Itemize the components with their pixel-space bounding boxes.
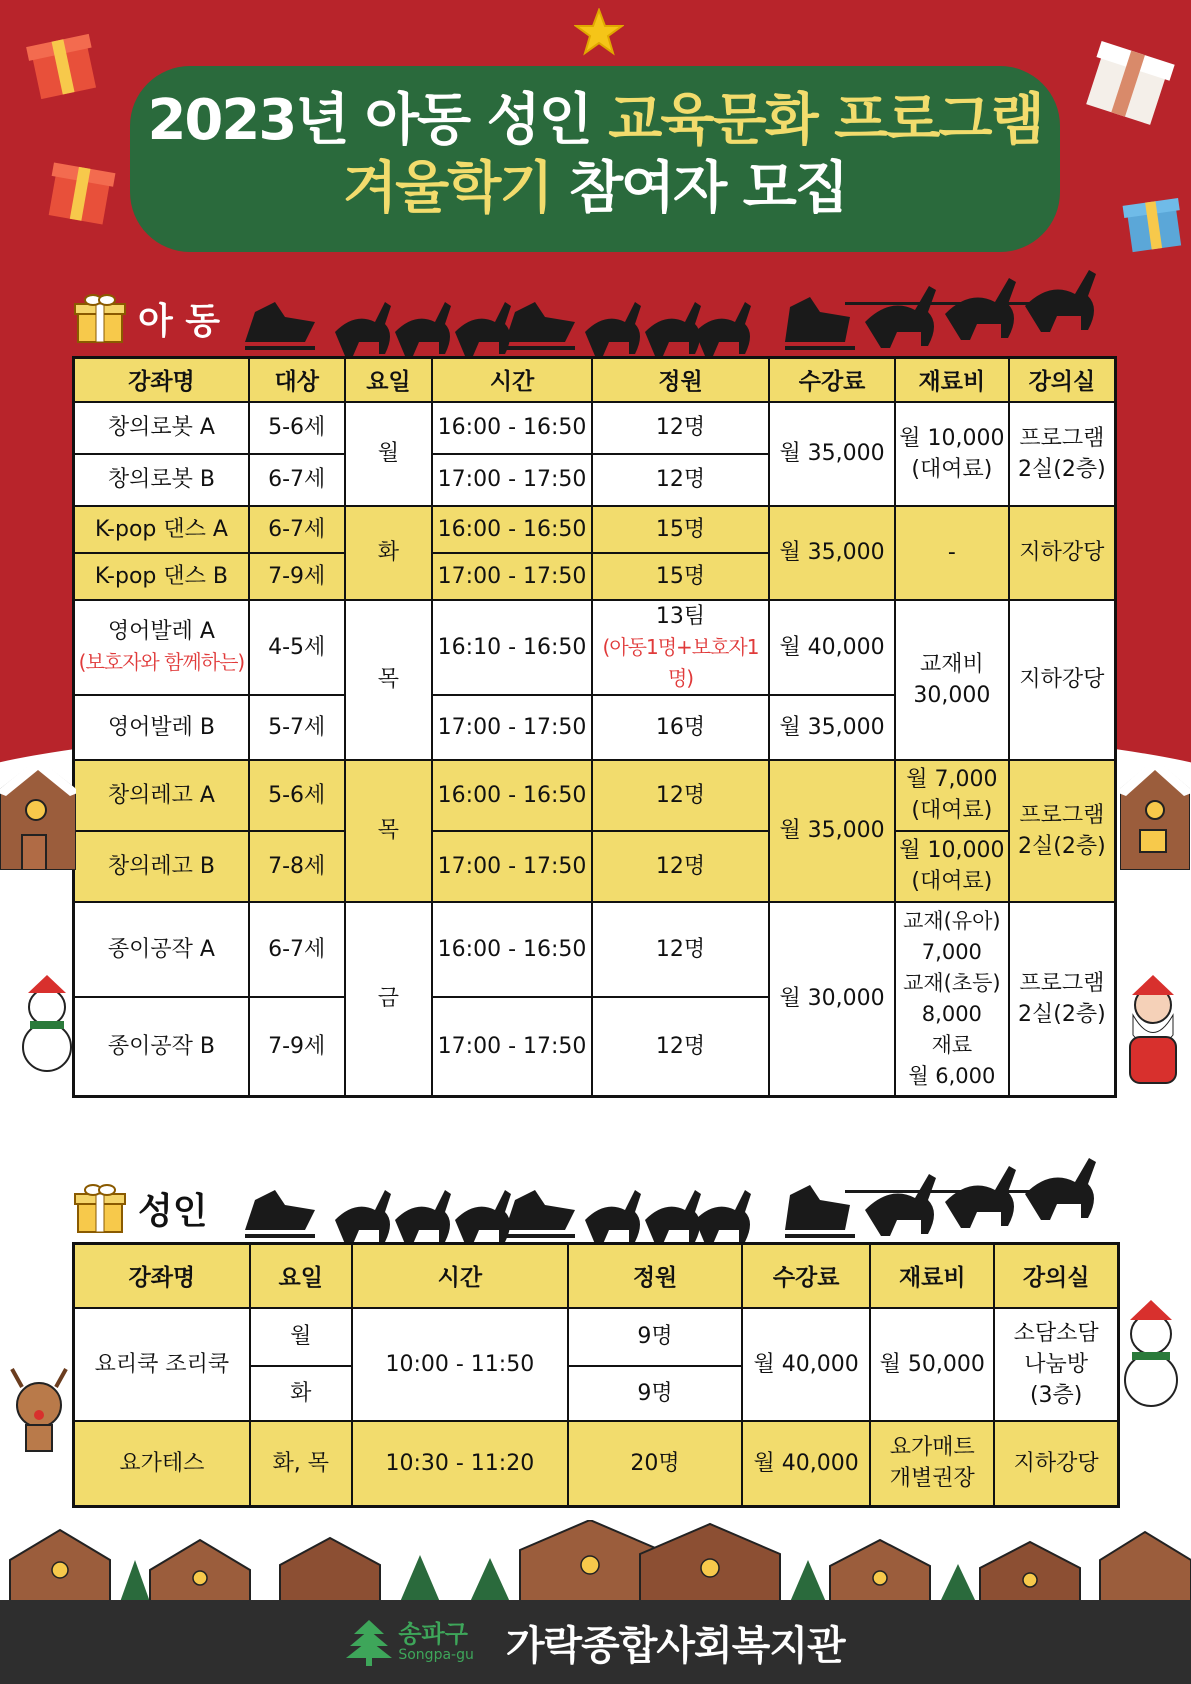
course-room: 소담소담 나눔방 (3층) <box>994 1308 1118 1421</box>
course-time: 17:00 - 17:50 <box>432 997 592 1097</box>
course-day: 화 <box>345 506 433 600</box>
course-target: 6-7세 <box>249 902 345 997</box>
course-room: 지하강당 <box>1009 506 1116 600</box>
course-capacity: 13팀 (아동1명+보호자1명) <box>592 600 769 695</box>
gift-icon <box>72 290 128 346</box>
course-room: 프로그램 2실(2층) <box>1009 902 1116 1097</box>
tree-logo-icon <box>346 1618 392 1666</box>
course-capacity: 12명 <box>592 831 769 902</box>
course-day: 목 <box>345 760 433 902</box>
course-target: 6-7세 <box>249 506 345 553</box>
header-target: 대상 <box>249 358 345 402</box>
gift-box-icon <box>1118 186 1188 256</box>
course-fee: 월 35,000 <box>769 506 895 600</box>
course-day: 월 <box>345 402 433 506</box>
course-material: 월 10,000 (대여료) <box>895 831 1009 902</box>
header-fee: 수강료 <box>769 358 895 402</box>
course-material: 월 7,000 (대여료) <box>895 760 1009 831</box>
santa-icon <box>1118 975 1188 1085</box>
course-fee: 월 35,000 <box>769 760 895 902</box>
house-icon <box>1120 760 1190 870</box>
course-time: 17:00 - 17:50 <box>432 553 592 600</box>
course-time: 16:00 - 16:50 <box>432 506 592 553</box>
organization-name: 가락종합사회복지관 <box>505 1622 845 1669</box>
course-room: 지하강당 <box>1009 600 1116 760</box>
course-time: 17:00 - 17:50 <box>432 695 592 760</box>
course-capacity: 15명 <box>592 506 769 553</box>
course-name: 창의레고 B <box>74 831 249 902</box>
title-line-1: 2023년 아동 성인 교육문화 프로그램 <box>147 88 1043 153</box>
course-material: 교재(유아) 7,000 교재(초등) 8,000 재료 월 6,000 <box>895 902 1009 1097</box>
course-capacity: 16명 <box>592 695 769 760</box>
table-row <box>74 1308 1119 1366</box>
table-row <box>74 760 1116 831</box>
course-target: 5-6세 <box>249 760 345 831</box>
course-name: 영어발레 A (보호자와 함께하는) <box>74 600 249 695</box>
course-target: 7-9세 <box>249 997 345 1097</box>
header-course-name: 강좌명 <box>74 1244 250 1308</box>
course-fee: 월 40,000 <box>742 1421 870 1507</box>
course-time: 17:00 - 17:50 <box>432 454 592 506</box>
course-capacity: 12명 <box>592 402 769 454</box>
header-material: 재료비 <box>870 1244 994 1308</box>
course-time: 16:00 - 16:50 <box>432 402 592 454</box>
course-day: 월 <box>250 1308 352 1366</box>
course-day: 화 <box>250 1366 352 1421</box>
course-name: 창의로봇 A <box>74 402 249 454</box>
table-row <box>74 831 1116 902</box>
course-time: 16:10 - 16:50 <box>432 600 592 695</box>
course-fee: 월 35,000 <box>769 695 895 760</box>
header-time: 시간 <box>352 1244 568 1308</box>
header-capacity: 정원 <box>568 1244 742 1308</box>
table-header-row <box>74 358 1116 402</box>
course-name: K-pop 댄스 A <box>74 506 249 553</box>
course-time: 10:30 - 11:20 <box>352 1421 568 1507</box>
adults-schedule-table <box>72 1242 1120 1508</box>
snowman-icon <box>1118 1300 1184 1410</box>
header-material: 재료비 <box>895 358 1009 402</box>
table-row <box>74 506 1116 553</box>
header-fee: 수강료 <box>742 1244 870 1308</box>
table-row <box>74 600 1116 695</box>
gift-icon <box>72 1180 128 1236</box>
course-time: 10:00 - 11:50 <box>352 1308 568 1421</box>
header-time: 시간 <box>432 358 592 402</box>
course-fee: 월 35,000 <box>769 402 895 506</box>
course-fee: 월 40,000 <box>769 600 895 695</box>
course-day: 금 <box>345 902 433 1097</box>
table-row <box>74 902 1116 997</box>
course-name: 요가테스 <box>74 1421 250 1507</box>
course-target: 6-7세 <box>249 454 345 506</box>
capacity-note: (아동1명+보호자1명) <box>602 634 759 690</box>
course-target: 7-8세 <box>249 831 345 902</box>
logo-sub: Songpa-gu <box>398 1647 474 1663</box>
course-name: 창의레고 A <box>74 760 249 831</box>
course-fee: 월 30,000 <box>769 902 895 1097</box>
course-capacity: 12명 <box>592 902 769 997</box>
gift-box-icon <box>42 150 120 228</box>
course-capacity: 12명 <box>592 997 769 1097</box>
course-room: 프로그램 2실(2층) <box>1009 760 1116 902</box>
table-row <box>74 402 1116 454</box>
title-line-2: 겨울학기 참여자 모집 <box>343 156 847 221</box>
course-time: 16:00 - 16:50 <box>432 760 592 831</box>
course-fee: 월 40,000 <box>742 1308 870 1421</box>
course-capacity: 9명 <box>568 1308 742 1366</box>
star-icon <box>574 8 624 58</box>
course-name: K-pop 댄스 B <box>74 553 249 600</box>
course-capacity: 12명 <box>592 760 769 831</box>
footer-bar <box>0 1600 1191 1684</box>
reindeer-sleigh-silhouette-icon <box>245 262 1125 358</box>
table-row <box>74 1421 1119 1507</box>
course-target: 5-6세 <box>249 402 345 454</box>
course-room: 지하강당 <box>994 1421 1118 1507</box>
songpa-logo <box>346 1618 474 1666</box>
course-target: 5-7세 <box>249 695 345 760</box>
course-note: (보호자와 함께하는) <box>78 650 245 674</box>
children-section-label: 아 동 <box>72 290 220 346</box>
course-time: 17:00 - 17:50 <box>432 831 592 902</box>
course-capacity: 20명 <box>568 1421 742 1507</box>
course-day: 화, 목 <box>250 1421 352 1507</box>
course-target: 7-9세 <box>249 553 345 600</box>
gift-box-icon <box>22 22 102 102</box>
header-room: 강의실 <box>994 1244 1118 1308</box>
header-capacity: 정원 <box>592 358 769 402</box>
snowman-icon <box>18 975 76 1075</box>
course-capacity: 15명 <box>592 553 769 600</box>
adults-section-label: 성인 <box>72 1180 208 1236</box>
gift-box-icon <box>1082 30 1178 126</box>
course-time: 16:00 - 16:50 <box>432 902 592 997</box>
course-material: - <box>895 506 1009 600</box>
course-name: 영어발레 B <box>74 695 249 760</box>
course-capacity: 12명 <box>592 454 769 506</box>
reindeer-icon <box>4 1365 74 1455</box>
course-material: 요가매트 개별권장 <box>870 1421 994 1507</box>
course-capacity: 9명 <box>568 1366 742 1421</box>
course-name: 창의로봇 B <box>74 454 249 506</box>
course-name: 요리쿡 조리쿡 <box>74 1308 250 1421</box>
header-course-name: 강좌명 <box>74 358 249 402</box>
header-room: 강의실 <box>1009 358 1116 402</box>
course-room: 프로그램 2실(2층) <box>1009 402 1116 506</box>
house-icon <box>0 760 76 870</box>
course-material: 월 50,000 <box>870 1308 994 1421</box>
header-day: 요일 <box>250 1244 352 1308</box>
reindeer-sleigh-silhouette-icon <box>245 1150 1125 1246</box>
course-name: 종이공작 B <box>74 997 249 1097</box>
course-target: 4-5세 <box>249 600 345 695</box>
children-schedule-table <box>72 356 1117 1098</box>
course-name: 종이공작 A <box>74 902 249 997</box>
course-material: 월 10,000 (대여료) <box>895 402 1009 506</box>
table-header-row <box>74 1244 1119 1308</box>
logo-name: 송파구 <box>398 1620 468 1648</box>
course-day: 목 <box>345 600 433 760</box>
course-material: 교재비 30,000 <box>895 600 1009 760</box>
title-banner <box>130 66 1060 252</box>
snowy-village-illustration <box>0 1520 1191 1602</box>
header-day: 요일 <box>345 358 433 402</box>
